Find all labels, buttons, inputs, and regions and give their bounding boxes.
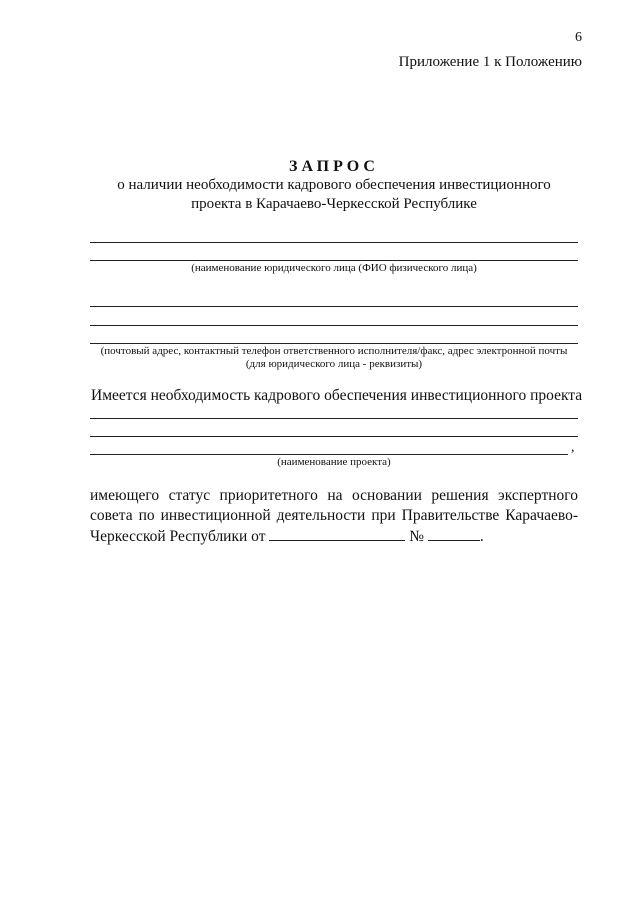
page-number: 6 xyxy=(575,30,582,45)
number-blank xyxy=(428,526,480,541)
contacts-caption xyxy=(90,345,578,371)
need-statement: Имеется необходимость кадрового обеспечения инвестиционного проекта xyxy=(91,387,583,404)
status-paragraph xyxy=(90,486,578,547)
title-main: ЗАПРОС xyxy=(289,158,379,175)
entity-name-caption: (наименование юридического лица (ФИО физического лица) xyxy=(191,262,477,274)
appendix-label: Приложение 1 к Положению xyxy=(398,54,582,70)
project-line-1 xyxy=(90,418,578,419)
status-text: имеющего статус приоритетного на основании решения экспертного совета по инвестиционной деятельности при Правительстве Карачаево-Черкесской Республики от xyxy=(90,487,578,545)
project-line-2 xyxy=(90,436,578,437)
project-comma: , xyxy=(571,440,575,455)
entity-name-line-2 xyxy=(90,260,578,261)
contacts-caption-line-2: (для юридического лица - реквизиты) xyxy=(245,358,423,370)
contacts-line-2 xyxy=(90,325,578,326)
end-period: . xyxy=(479,528,484,545)
title-line-1: о наличии необходимости кадрового обеспечения инвестиционного xyxy=(117,177,551,193)
contacts-line-3 xyxy=(90,343,578,344)
title-line-2: проекта в Карачаево-Черкесской Республике xyxy=(191,196,477,212)
contacts-line-1 xyxy=(90,306,578,307)
entity-name-line-1 xyxy=(90,242,578,243)
document-title xyxy=(90,157,578,214)
contacts-caption-line-1: (почтовый адрес, контактный телефон ответственного исполнителя/факс, адрес электронной почты xyxy=(100,345,568,357)
project-caption: (наименование проекта) xyxy=(277,456,391,468)
project-line-3 xyxy=(90,454,568,455)
date-blank xyxy=(269,526,405,541)
number-sign: № xyxy=(409,528,425,545)
